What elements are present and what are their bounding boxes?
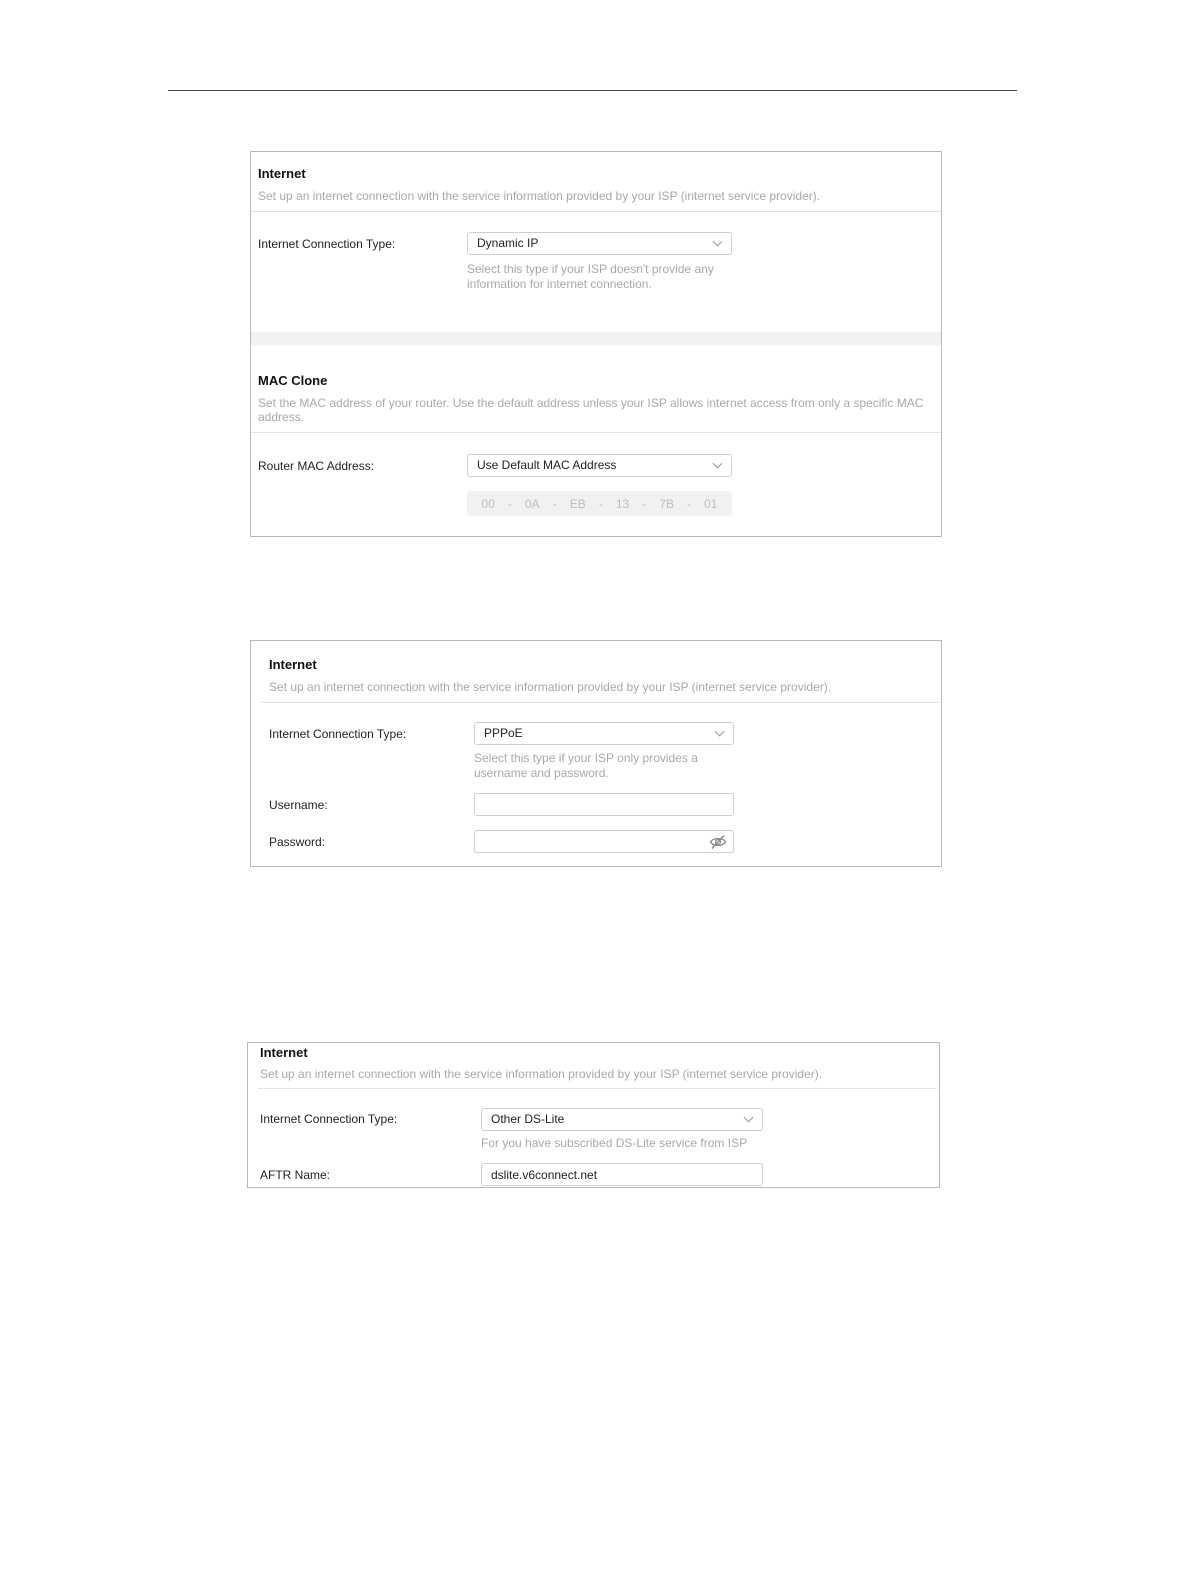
mac-octet: 0A (524, 496, 540, 511)
page-header-rule (168, 90, 1017, 91)
desc-line-1: Set the MAC address of your router. Use the default address unless your ISP allows internet access from only a specific MAC (258, 396, 924, 410)
section-divider (258, 1088, 937, 1089)
chevron-down-icon (744, 1113, 754, 1123)
username-input[interactable] (474, 793, 734, 816)
connection-type-select[interactable] (481, 1108, 763, 1131)
router-mac-value: Use Default MAC Address (477, 458, 617, 472)
hint-line-1: Select this type if your ISP doesn't provide any (467, 262, 714, 276)
mac-separator: - (598, 496, 603, 511)
mac-separator: - (642, 496, 647, 511)
mac-octet: EB (569, 496, 586, 511)
internet-settings-panel-pppoe (250, 640, 942, 867)
mac-octet: 7B (659, 496, 674, 511)
internet-section-title: Internet (260, 1045, 308, 1060)
connection-type-select[interactable] (474, 722, 734, 745)
mac-separator: - (552, 496, 557, 511)
connection-type-value: PPPoE (484, 726, 523, 740)
desc-line-2: address. (258, 410, 305, 424)
eye-slash-icon[interactable] (709, 834, 727, 850)
connection-type-label: Internet Connection Type: (260, 1112, 398, 1126)
internet-section-title: Internet (269, 657, 317, 672)
connection-type-value: Dynamic IP (477, 236, 539, 250)
section-divider (261, 702, 939, 703)
connection-type-select[interactable] (467, 232, 732, 255)
mac-clone-section-description (258, 396, 938, 424)
internet-section-title: Internet (258, 166, 306, 181)
chevron-down-icon (715, 727, 725, 737)
section-gap (251, 332, 941, 345)
mac-address-input-disabled (467, 491, 732, 516)
router-mac-label: Router MAC Address: (258, 459, 375, 473)
connection-type-value: Other DS-Lite (491, 1112, 565, 1126)
aftr-name-input[interactable] (481, 1163, 763, 1186)
internet-settings-panel-ds-lite (247, 1042, 940, 1188)
mac-separator: - (507, 496, 512, 511)
connection-type-label: Internet Connection Type: (258, 237, 396, 251)
chevron-down-icon (713, 459, 723, 469)
section-divider (251, 432, 941, 433)
mac-separator: - (687, 496, 692, 511)
hint-line-1: Select this type if your ISP only provides a (474, 751, 698, 765)
hint-line-2: information for internet connection. (467, 277, 652, 291)
router-mac-select[interactable] (467, 454, 732, 477)
password-input[interactable] (474, 830, 734, 853)
aftr-name-label: AFTR Name: (260, 1168, 331, 1182)
internet-section-description: Set up an internet connection with the service information provided by your ISP (internet service provider). (260, 1067, 823, 1081)
mac-octet: 01 (704, 496, 718, 511)
mac-octet: 13 (615, 496, 630, 511)
mac-octet: 00 (481, 496, 495, 511)
connection-type-hint (474, 751, 698, 781)
username-label: Username: (269, 798, 328, 812)
section-divider (251, 211, 941, 212)
internet-section-description: Set up an internet connection with the service information provided by your ISP (internet service provider). (258, 189, 821, 203)
connection-type-label: Internet Connection Type: (269, 727, 407, 741)
hint-line-2: username and password. (474, 766, 609, 780)
connection-type-hint (467, 262, 714, 292)
connection-type-hint: For you have subscribed DS-Lite service from ISP (481, 1136, 748, 1150)
mac-clone-section-title: MAC Clone (258, 373, 328, 388)
chevron-down-icon (713, 237, 723, 247)
internet-section-description: Set up an internet connection with the service information provided by your ISP (internet service provider). (269, 680, 832, 694)
password-label: Password: (269, 835, 326, 849)
internet-settings-panel-dynamic-ip (250, 151, 942, 537)
